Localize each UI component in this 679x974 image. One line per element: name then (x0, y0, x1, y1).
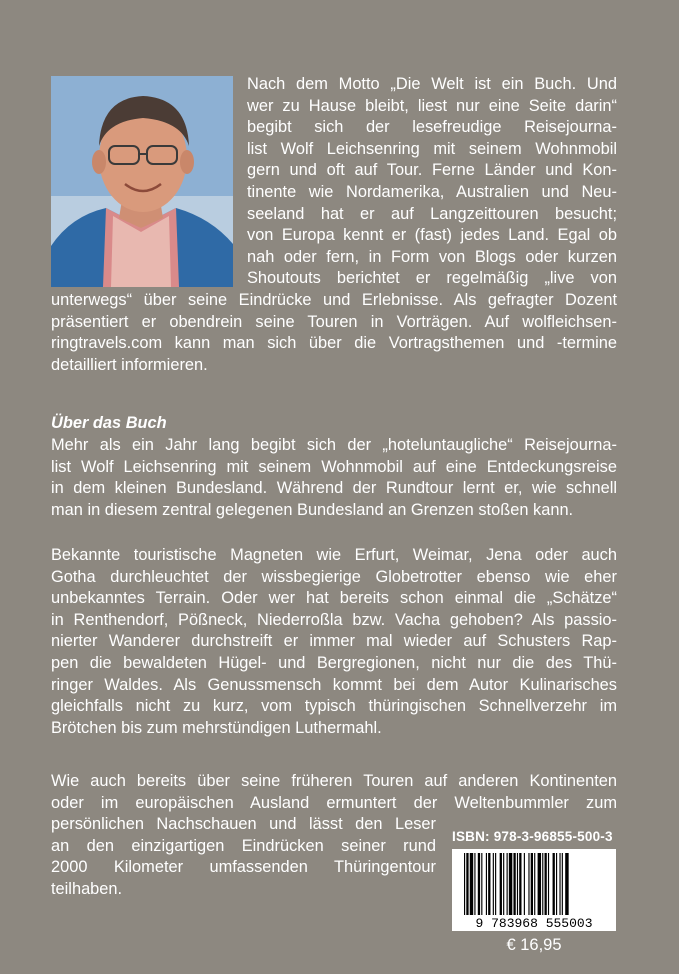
text-line: detailliert informieren. (51, 355, 208, 374)
text-line: list Wolf Leichsenring mit seinem Wohnmobil (247, 139, 617, 158)
barcode-bar (466, 853, 468, 915)
text-line: Brötchen bis zum mehrstündigen Luthermahl. (51, 718, 382, 737)
barcode-bar (559, 853, 560, 915)
barcode-bar (542, 853, 543, 915)
barcode-bar (531, 853, 533, 915)
text-line: wer zu Hause bleibt, liest nur eine Seite darin“ (247, 96, 617, 115)
barcode-bar (556, 853, 557, 915)
text-line: seeland hat er auf Langzeittouren besucht; (247, 204, 617, 223)
barcode-bar (486, 853, 487, 915)
text-line: persönlichen Nachschauen und lässt den Leser (51, 815, 436, 833)
text-line: begibt sich der lesefreudige Reisejourna- (247, 118, 617, 137)
barcode-bar (470, 853, 473, 915)
text-line: nah oder fern, in Form von Blogs oder kurzen (247, 247, 617, 266)
text-line: Gotha durchleuchtet der wissbegierige Globetrotter ebenso wie eher (51, 567, 617, 586)
text-line: Mehr als ein Jahr lang begibt sich der „hoteluntaugliche“ Reisejourna- (51, 436, 617, 454)
text-line: in Renthendorf, Pößneck, Niederroßla bzw. Vacha gehoben? Als passio- (51, 610, 617, 629)
text-line: unbekanntes Terrain. Oder wer hat bereits schon einmal die „Schätze“ (51, 589, 617, 608)
text-line: Shoutouts berichtet er regelmäßig „live von (247, 269, 617, 288)
text-line: oder im europäischen Ausland ermuntert der Weltenbummler zum (51, 793, 617, 812)
text-line: gleichfalls nicht zu kurz, vom typisch thüringischen Schnellverzehr im (51, 697, 617, 716)
barcode-bar (474, 853, 475, 915)
about-book-paragraph-3-narrow (51, 814, 436, 900)
barcode-bar (565, 853, 568, 915)
isbn-label: ISBN: 978-3-96855-500-3 (452, 829, 613, 844)
barcode-bar (528, 853, 529, 915)
barcode-bar (548, 853, 549, 915)
text-line: Wie auch bereits über seine früheren Touren auf anderen Kontinenten (51, 772, 617, 790)
text-line: nierter Wanderer durchstreift er immer mal wieder auf Schusters Rap- (51, 632, 617, 651)
barcode-bar (509, 853, 512, 915)
barcode-digits: 9 783968 555003 (475, 916, 593, 931)
barcode-bar (538, 853, 541, 915)
text-line: tinente wie Nordamerika, Australien und Neu- (247, 182, 617, 201)
about-book-paragraph-1 (51, 435, 617, 521)
barcode-bar (500, 853, 502, 915)
text-line: unterwegs“ über seine Eindrücke und Erlebnisse. Als gefragter Dozent (51, 290, 617, 309)
text-line: man in diesem zentral gelegenen Bundesland an Grenzen stoßen kann. (51, 500, 574, 519)
isbn-barcode (452, 849, 616, 931)
text-line: ringtravels.com kann man sich über die Vortragsthemen und -termine (51, 334, 617, 353)
barcode-bar (524, 853, 525, 915)
text-line: an den einzigartigen Eindrücken seiner rund (51, 836, 436, 855)
barcode-bar (464, 853, 465, 915)
barcode-bar (545, 853, 547, 915)
text-line: von Europa kennt er (fast) jedes Land. Egal ob (247, 226, 617, 245)
barcode-bar (553, 853, 555, 915)
text-line: Nach dem Motto „Die Welt ist ein Buch. Und (247, 75, 617, 93)
barcode-bar (481, 853, 482, 915)
barcode-bar (519, 853, 521, 915)
barcode-bar (493, 853, 494, 915)
barcode-bar (534, 853, 535, 915)
barcode-bar (517, 853, 518, 915)
about-book-heading: Über das Buch (51, 414, 167, 432)
barcode-bar (503, 853, 504, 915)
barcode-bar (478, 853, 480, 915)
about-book-paragraph-2 (51, 545, 617, 739)
barcode-bar (488, 853, 490, 915)
author-bio (51, 74, 617, 376)
author-bio-beside-photo (247, 74, 617, 290)
text-line: gern und oft auf Tour. Ferne Länder und Kon- (247, 161, 617, 180)
text-line: präsentiert er obendrein seine Touren in Vorträgen. Auf wolfleichsen- (51, 312, 617, 331)
text-line: Bekannte touristische Magneten wie Erfurt, Weimar, Jena oder auch (51, 546, 617, 564)
text-line: in dem kleinen Bundesland. Während der Rundtour lernt er, wie schnell (51, 479, 617, 498)
text-line: teilhaben. (51, 879, 123, 898)
text-line: ringer Waldes. Als Genussmensch kommt bei dem Autor Kulinarisches (51, 675, 617, 694)
text-line: list Wolf Leichsenring mit seinem Wohnmobil auf eine Entdeckungsreise (51, 457, 617, 476)
barcode-bar (562, 853, 563, 915)
about-book-paragraph-3 (51, 771, 617, 814)
author-bio-full-width (51, 290, 617, 376)
text-line: pen die bewaldeten Hügel- und Bergregionen, nicht nur die des Thü- (51, 653, 617, 672)
price: € 16,95 (506, 936, 562, 954)
barcode-bar (513, 853, 515, 915)
barcode-bar (507, 853, 508, 915)
barcode-bar (495, 853, 496, 915)
text-line: 2000 Kilometer umfassenden Thüringentour (51, 858, 436, 877)
